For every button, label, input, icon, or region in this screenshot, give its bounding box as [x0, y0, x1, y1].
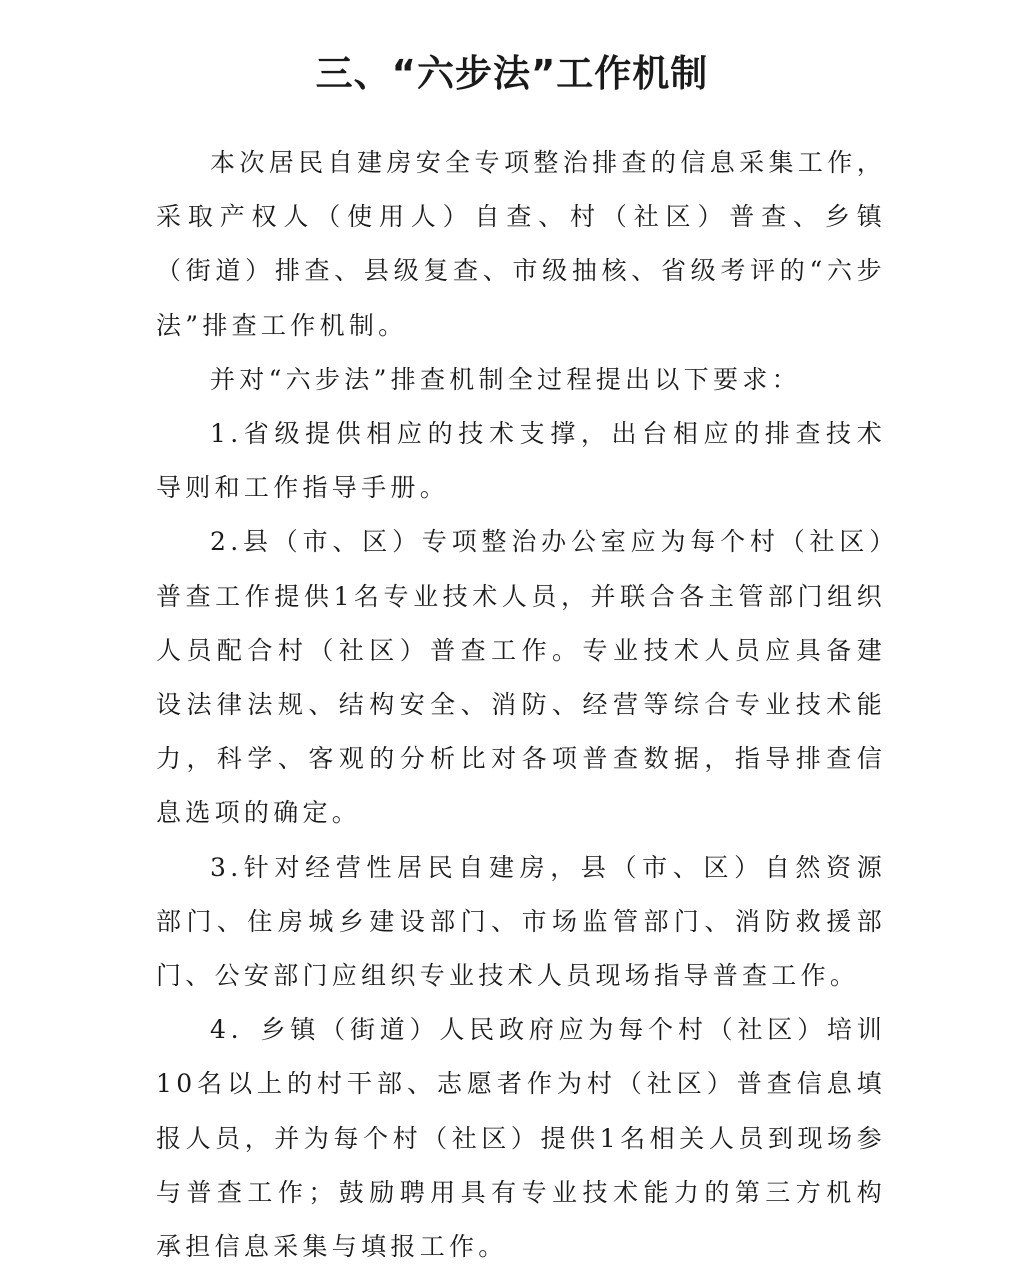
section-title: 三、“六步法”工作机制 [315, 52, 709, 95]
paragraph-requirements-lead: 并对“六步法”排查机制全过程提出以下要求： [210, 364, 801, 394]
paragraph-item-2: 2.县（市、区）专项整治办公室应为每个村（社区）普查工作提供1名专业技术人员，并联合各主管部门组织人员配合村（社区）普查工作。专业技术人员应具备建设法律法规、结构安全、消防、经营等综合专业技术能力，科学、客观的分析比对各项普查数据，指导排查信息选项的确定。 [156, 527, 886, 828]
paragraph-item-3: 3.针对经营性居民自建房，县（市、区）自然资源部门、住房城乡建设部门、市场监管部门、消防救援部门、公安部门应组织专业技术人员现场指导普查工作。 [156, 852, 886, 991]
document-body [156, 136, 886, 1274]
paragraph-intro: 本次居民自建房安全专项整治排查的信息采集工作，采取产权人（使用人）自查、村（社区）普查、乡镇（街道）排查、县级复查、市级抽核、省级考评的“六步法”排查工作机制。 [156, 148, 886, 340]
paragraph-item-4: 4．乡镇（街道）人民政府应为每个村（社区）培训10名以上的村干部、志愿者作为村（社区）普查信息填报人员，并为每个村（社区）提供1名相关人员到现场参与普查工作；鼓励聘用具有专业技术能力的第三方机构承担信息采集与填报工作。 [156, 1015, 886, 1262]
paragraph-item-1: 1.省级提供相应的技术支撑，出台相应的排查技术导则和工作指导手册。 [156, 419, 886, 503]
